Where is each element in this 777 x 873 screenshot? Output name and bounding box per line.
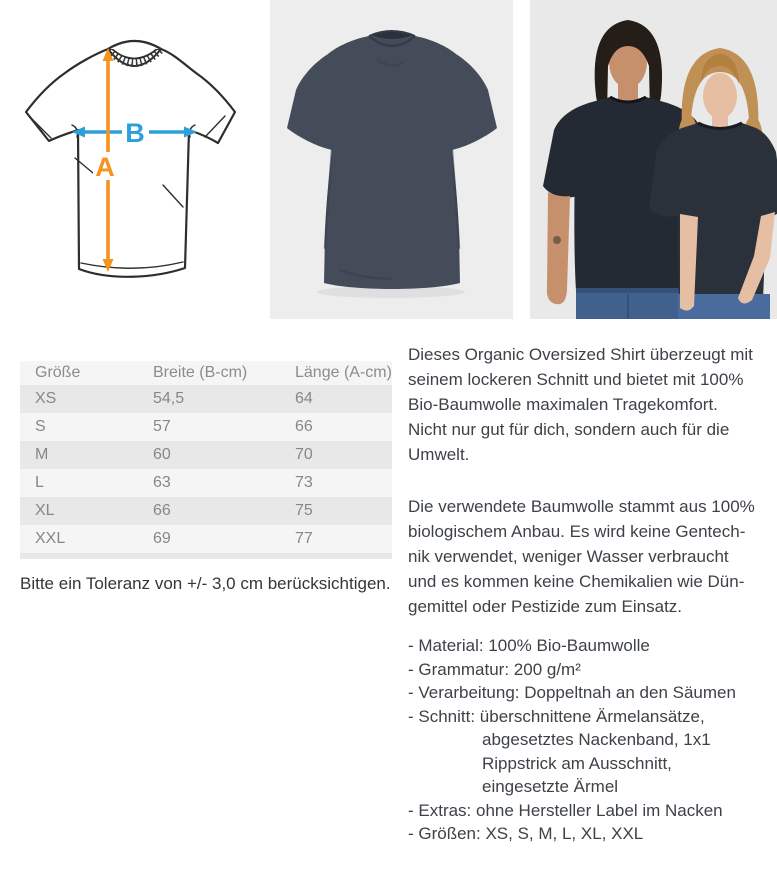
woman-face: [703, 73, 737, 119]
breite-cell: 54,5: [138, 385, 280, 413]
spec-list: [408, 634, 774, 846]
size-cell: S: [20, 413, 138, 441]
product-photo-flat-svg: [270, 0, 513, 319]
breite-cell: 57: [138, 413, 280, 441]
product-description: [408, 342, 774, 846]
size-diagram-svg: [15, 20, 240, 310]
spec-material: - Material: 100% Bio-Baumwolle: [408, 636, 650, 655]
description-line: und es kommen keine Chemikalien wie Dün-: [408, 572, 745, 591]
description-line: seinem lockeren Schnitt und bietet mit 100%: [408, 370, 744, 389]
table-row-xxl: [20, 525, 392, 553]
man-forearm: [547, 192, 570, 304]
spec-schnitt: - Schnitt: überschnittene Ärmelansätze,: [408, 706, 705, 726]
size-cell: M: [20, 441, 138, 469]
breite-cell: 60: [138, 441, 280, 469]
product-photo-flat: [270, 0, 513, 319]
man-tattoo: [553, 236, 561, 244]
laenge-cell: 77: [280, 525, 392, 553]
table-footer-strip: [20, 553, 392, 559]
breite-cell: 69: [138, 525, 280, 553]
spec-schnitt-continued: abgesetztes Nackenband, 1x1: [482, 730, 711, 749]
description-line: gemittel oder Pestizide zum Einsatz.: [408, 597, 683, 616]
spec-schnitt-continued: eingesetzte Ärmel: [482, 777, 619, 796]
width-label-b: B: [125, 118, 145, 148]
tolerance-note: Bitte ein Toleranz von +/- 3,0 cm berücksichtigen.: [20, 574, 391, 593]
size-table: [20, 361, 392, 559]
breite-cell: 66: [138, 497, 280, 525]
col-header-groesse: Größe: [20, 361, 138, 385]
product-photo-models-svg: [530, 0, 777, 319]
man-jeans-waistband: [576, 288, 681, 293]
description-line: biologischem Anbau. Es wird keine Gentech-: [408, 522, 746, 541]
laenge-cell: 75: [280, 497, 392, 525]
laenge-cell: 70: [280, 441, 392, 469]
description-line: Nicht nur gut für dich, sondern auch für die: [408, 420, 730, 439]
spec-grammatur: - Grammatur: 200 g/m²: [408, 659, 581, 679]
description-paragraph-2: [408, 494, 774, 619]
table-row-m: [20, 441, 392, 469]
breite-cell: 63: [138, 469, 280, 497]
description-line: nik verwendet, weniger Wasser verbraucht: [408, 547, 729, 566]
spec-extras: - Extras: ohne Hersteller Label im Nacken: [408, 800, 723, 820]
table-row-xl: [20, 497, 392, 525]
col-header-breite: Breite (B-cm): [138, 361, 280, 385]
size-cell: L: [20, 469, 138, 497]
tshirt-outline: [26, 41, 235, 277]
product-photo-models: [530, 0, 777, 319]
size-diagram: [15, 20, 240, 310]
spec-schnitt-continued: Rippstrick am Ausschnitt,: [482, 753, 672, 773]
spec-groessen: - Größen: XS, S, M, L, XL, XXL: [408, 824, 644, 843]
table-row-s: [20, 413, 392, 441]
description-line: Umwelt.: [408, 445, 470, 464]
description-paragraph-1: [408, 342, 774, 467]
description-line: Die verwendete Baumwolle stammt aus 100%: [408, 497, 755, 516]
size-cell: XS: [20, 385, 138, 413]
col-header-laenge: Länge (A-cm): [280, 361, 392, 385]
laenge-cell: 73: [280, 469, 392, 497]
description-line: Bio-Baumwolle maximalen Tragekomfort.: [408, 395, 718, 414]
laenge-cell: 66: [280, 413, 392, 441]
table-row-l: [20, 469, 392, 497]
table-row-xs: [20, 385, 392, 413]
spec-verarbeitung: - Verarbeitung: Doppeltnah an den Säumen: [408, 683, 736, 702]
size-cell: XL: [20, 497, 138, 525]
laenge-cell: 64: [280, 385, 392, 413]
size-cell: XXL: [20, 525, 138, 553]
length-label-a: A: [95, 152, 115, 182]
description-line: Dieses Organic Oversized Shirt überzeugt mit: [408, 345, 753, 364]
size-table-header-row: [20, 361, 392, 385]
